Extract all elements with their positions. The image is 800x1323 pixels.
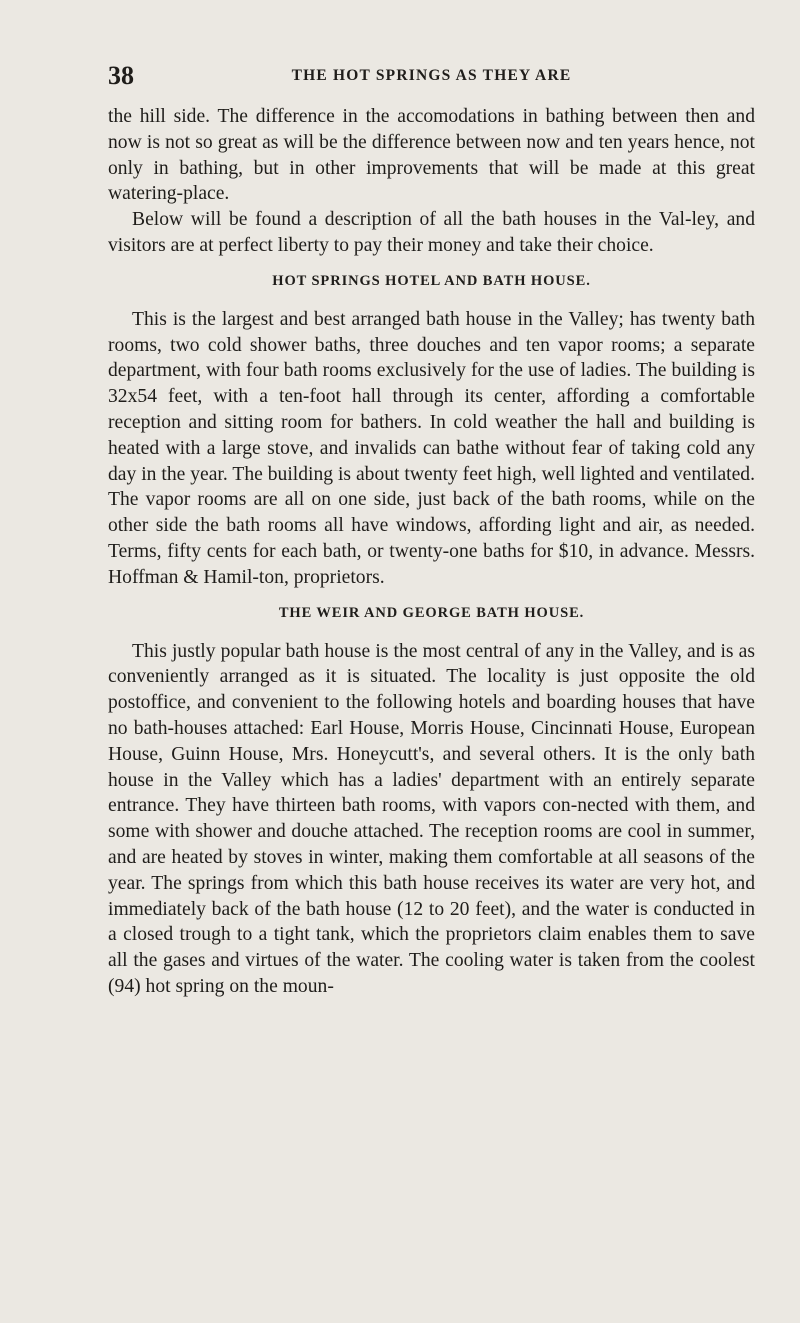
paragraph-3: This is the largest and best arranged bath house in the Valley; has twenty bath rooms, two cold shower baths, three douches and ten vapor rooms; a separate department, with four bath rooms exclusively for the use of ladies. The building is 32x54 feet, with a ten-foot hall through its center, affording a comfortable reception and sitting room for bathers. In cold weather the hall and building is heated with a large stove, and invalids can bathe without fear of taking cold any day in the year. The building is about twenty feet high, well lighted and ventilated. The vapor rooms are all on one side, just back of the bath rooms, while on the other side the bath rooms all have windows, affording light and air, as needed. Terms, fifty cents for each bath, or twenty-one baths for $10, in advance. Messrs. Hoffman & Hamil-ton, proprietors.: [108, 308, 755, 588]
paragraph-1: the hill side. The difference in the accomodations in bathing between then and now is not so great as will be the difference between now and ten years hence, not only in bathing, but in other improvements that will be made at this great watering-place.: [108, 106, 755, 205]
running-title: THE HOT SPRINGS AS THEY ARE: [291, 67, 572, 84]
page-number: 38: [108, 61, 134, 90]
section-heading-weir-george: THE WEIR AND GEORGE BATH HOUSE.: [278, 604, 585, 621]
section-heading-hot-springs-hotel: HOT SPRINGS HOTEL AND BATH HOUSE.: [272, 272, 591, 289]
paragraph-4: This justly popular bath house is the most central of any in the Valley, and is as conveniently arranged as it is situated. The locality is just opposite the old postoffice, and convenient to the following hotels and boarding houses that have no bath-houses attached: Earl House, Morris House, Cincinnati House, European House, Guinn House, Mrs. Honeycutt's, and several others. It is the only bath house in the Valley which has a ladies' department with an entirely separate entrance. They have thirteen bath rooms, with vapors con-nected with them, and some with shower and douche attached. The reception rooms are cool in summer, and are heated by stoves in winter, making them comfortable at all seasons of the year. The springs from which this bath house receives its water are very hot, and immediately back of the bath house (12 to 20 feet), and the water is conducted in a closed trough to a tight tank, which the proprietors claim enables them to save all the gases and virtues of the water. The cooling water is taken from the coolest (94) hot spring on the moun-: [108, 640, 755, 997]
paragraph-2: Below will be found a description of all the bath houses in the Val-ley, and visitors are at perfect liberty to pay their money and take their choice.: [108, 209, 755, 256]
page-header: [108, 62, 755, 90]
page-body: [108, 104, 755, 1000]
